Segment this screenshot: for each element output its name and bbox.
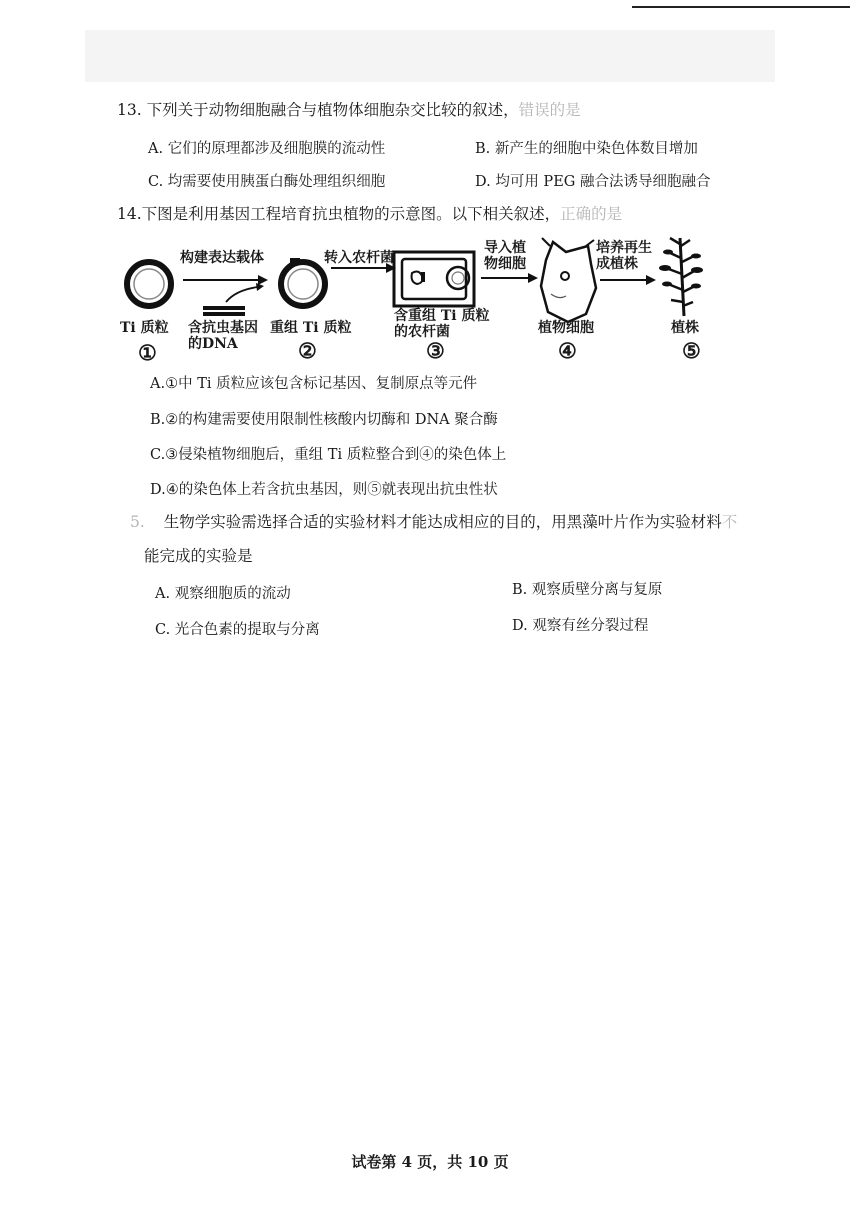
plant-icon	[659, 238, 703, 316]
arrow-1-head	[258, 275, 268, 285]
question-13-number: 13.	[117, 101, 142, 119]
question-13-tail: 错误的是	[518, 101, 581, 119]
agrobacterium-icon	[394, 252, 474, 306]
q15-option-b: B. 观察质壁分离与复原	[512, 582, 663, 598]
number-4: ④	[558, 338, 577, 363]
label-ti-plasmid: Ti 质粒	[120, 320, 169, 336]
question-15-tail: 不	[721, 513, 738, 531]
arrow-1-label: 构建表达载体	[180, 250, 264, 266]
q14-option-a: A.①中 Ti 质粒应该包含标记基因、复制原点等元件	[150, 376, 478, 392]
label-agrobacterium-line-1: 含重组 Ti 质粒	[394, 308, 490, 324]
q14-option-c: C.③侵染植物细胞后，重组 Ti 质粒整合到④的染色体上	[150, 447, 507, 463]
q15-option-a: A. 观察细胞质的流动	[155, 586, 291, 602]
q13-option-c: C. 均需要使用胰蛋白酶处理组织细胞	[148, 174, 386, 190]
arrow-4-label-line-2: 成植株	[596, 256, 638, 272]
q13-option-b: B. 新产生的细胞中染色体数目增加	[475, 141, 698, 157]
plant-cell-icon	[541, 238, 596, 322]
question-13-stem	[117, 100, 581, 120]
arrow-4-head	[646, 275, 656, 285]
label-gene-dna-line-1: 含抗虫基因	[188, 320, 258, 336]
q14-option-d: D.④的染色体上若含抗虫基因，则⑤就表现出抗虫性状	[150, 482, 498, 498]
page-footer: 试卷第 4 页，共 10 页	[351, 1153, 509, 1171]
curved-arrow-line	[226, 287, 258, 302]
arrow-3-head	[528, 273, 538, 283]
curved-arrow-head	[256, 283, 264, 291]
arrow-2-label: 转入农杆菌	[324, 250, 394, 266]
question-14-stem	[117, 204, 622, 224]
question-13-text: 下列关于动物细胞融合与植物体细胞杂交比较的叙述，	[146, 101, 519, 119]
q15-option-c: C. 光合色素的提取与分离	[155, 622, 320, 638]
top-edge-line	[632, 6, 850, 8]
question-15-line-1	[130, 512, 737, 532]
label-plant-cell: 植物细胞	[538, 320, 594, 336]
question-15-number: 5.	[130, 513, 145, 531]
scan-shadow	[85, 30, 775, 82]
arrow-4-label-line-1: 培养再生	[596, 240, 652, 256]
number-5: ⑤	[682, 338, 701, 363]
genetic-engineering-diagram	[118, 232, 728, 368]
number-2: ②	[298, 338, 317, 363]
label-agrobacterium-line-2: 的农杆菌	[394, 324, 450, 340]
question-14-tail: 正确的是	[560, 205, 623, 223]
q13-option-d: D. 均可用 PEG 融合法诱导细胞融合	[475, 174, 711, 190]
question-14-text: 14.下图是利用基因工程培育抗虫植物的示意图。以下相关叙述，	[117, 205, 561, 223]
question-15-text: 生物学实验需选择合适的实验材料才能达成相应的目的，用黑藻叶片作为实验材料	[163, 513, 722, 531]
q14-option-b: B.②的构建需要使用限制性核酸内切酶和 DNA 聚合酶	[150, 412, 498, 428]
arrow-3-label-line-1: 导入植	[484, 240, 526, 256]
recombinant-plasmid-icon	[281, 258, 325, 306]
number-1: ①	[138, 340, 157, 365]
ti-plasmid-icon	[127, 262, 171, 306]
label-plant: 植株	[671, 320, 699, 336]
dna-fragment-icon	[203, 306, 245, 316]
label-recombinant-plasmid: 重组 Ti 质粒	[270, 320, 352, 336]
number-3: ③	[426, 338, 445, 363]
q15-option-d: D. 观察有丝分裂过程	[512, 618, 649, 634]
label-gene-dna-line-2: 的DNA	[188, 336, 238, 352]
q13-option-a: A. 它们的原理都涉及细胞膜的流动性	[148, 141, 386, 157]
question-15-line-2: 能完成的实验是	[144, 547, 253, 565]
arrow-3-label-line-2: 物细胞	[484, 256, 526, 272]
